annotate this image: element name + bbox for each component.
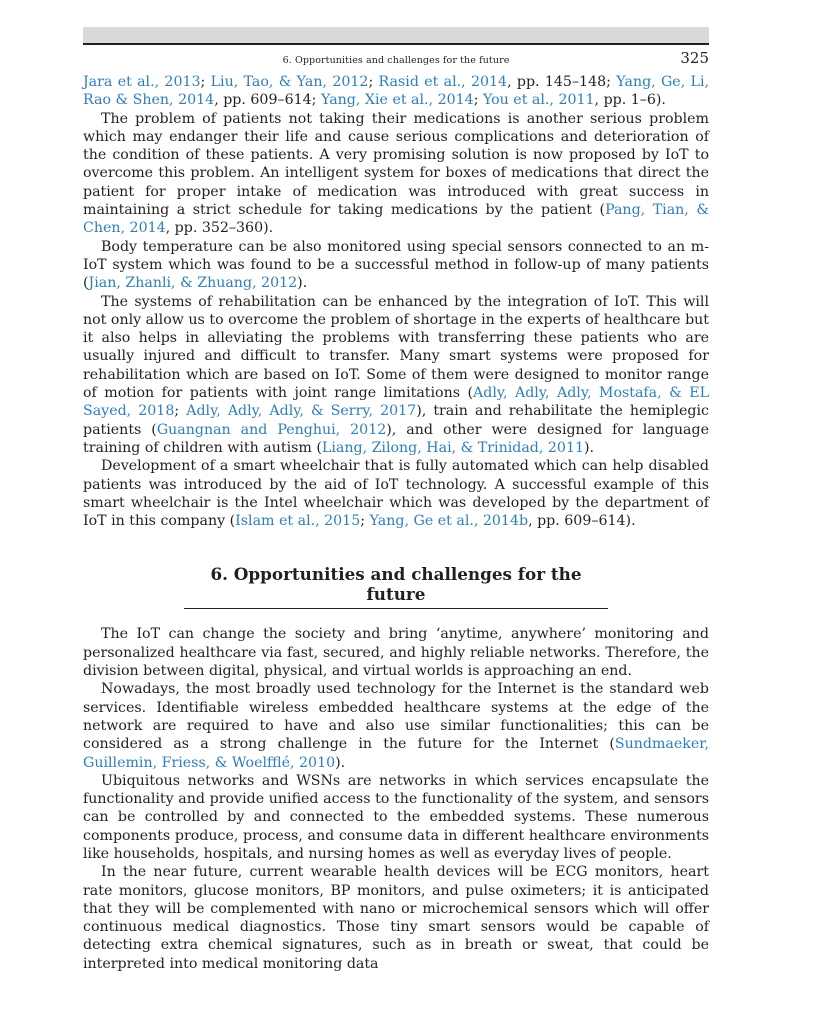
citation-link[interactable]: Yang, Ge, Li, Rao & Shen, 2014 xyxy=(83,74,709,109)
paragraph-3: Body temperature can be also monitored using special sensors connected to an m-IoT system which was found to be a successful method in follow-up of many patients (Jian, Zhanli, & Zhuang, 2012). xyxy=(83,238,709,292)
paragraph-4: The systems of rehabilitation can be enhanced by the integration of IoT. This will not only allow us to overcome the problem of shortage in the experts of healthcare but it also helps in alleviating the problems with transferring these patients who are usually injured and difficult to transfer. Many smart systems were proposed for rehabilitation which are based on IoT. Some of them were designed to monitor range of motion for patients with joint range limitations (Adly, Adly, Adly, Mostafa, & EL Sayed, 2018; Adly, Adly, Adly, & Serry, 2017), train and rehabilitate the hemiplegic patients (Guangnan and Penghui, 2012), and other were designed for language training of children with autism (Liang, Zilong, Hai, & Trinidad, 2011). xyxy=(83,293,709,456)
page-header xyxy=(83,49,709,69)
citation-link[interactable]: Yang, Ge et al., 2014b xyxy=(369,513,529,530)
section-heading: 6. Opportunities and challenges for the future xyxy=(184,564,608,609)
paragraph-6: The IoT can change the society and bring ‘anytime, anywhere’ monitoring and personalized healthcare via fast, secured, and highly reliable networks. Therefore, the division between digital, physical, and virtual worlds is approaching an end. xyxy=(83,626,709,680)
running-head: 6. Opportunities and challenges for the future xyxy=(282,55,510,66)
citation-link[interactable]: Yang, Xie et al., 2014 xyxy=(320,92,474,109)
citation-link[interactable]: Guangnan and Penghui, 2012 xyxy=(156,421,387,438)
citation-link[interactable]: Adly, Adly, Adly, & Serry, 2017 xyxy=(186,403,417,420)
book-page xyxy=(83,27,709,973)
citation-link[interactable]: Jian, Zhanli, & Zhuang, 2012 xyxy=(88,275,298,292)
paragraph-8: Ubiquitous networks and WSNs are networks in which services encapsulate the functionality and provide unified access to the functionality of the system, and sensors can be controlled by and connected to the embedded systems. These numerous components produce, process, and consume data in different healthcare environments like households, hospitals, and nursing homes as well as everyday lives of people. xyxy=(83,772,709,862)
citation-link[interactable]: Rasid et al., 2014 xyxy=(378,74,508,90)
citation-link[interactable]: Liang, Zilong, Hai, & Trinidad, 2011 xyxy=(321,439,585,456)
paragraph-9: In the near future, current wearable health devices will be ECG monitors, heart rate monitors, glucose monitors, BP monitors, and pulse oximeters; it is anticipated that they will be complemented with nano or microchemical sensors which will offer continuous medical diagnostics. Those tiny smart sensors would be capable of detecting extra chemical signatures, such as in breath or sweat, that could be interpreted into medical monitoring data xyxy=(83,864,709,972)
section-body xyxy=(83,625,709,973)
paragraph-2: The problem of patients not taking their medications is another serious problem which may endanger their life and cause serious complications and deterioration of the condition of these patients. A very promising solution is now proposed by IoT to overcome this problem. An intelligent system for boxes of medications that direct the patient for proper intake of medication was introduced with great success in maintaining a strict schedule for taking medications by the patient (Pang, Tian, & Chen, 2014, pp. 352–360). xyxy=(83,110,709,237)
header-bar xyxy=(83,27,709,45)
page-number: 325 xyxy=(680,49,709,67)
citation-link[interactable]: Jara et al., 2013 xyxy=(83,74,201,90)
citation-link[interactable]: Sundmaeker, Guillemin, Friess, & Woelfflé, 2010 xyxy=(83,736,709,771)
citation-link[interactable]: You et al., 2011 xyxy=(482,92,595,109)
paragraph-1: Jara et al., 2013; Liu, Tao, & Yan, 2012; Rasid et al., 2014, pp. 145–148; Yang, Ge, Li, Rao & Shen, 2014, pp. 609–614; Yang, Xie et al., 2014; You et al., 2011, pp. 1–6). xyxy=(83,74,709,109)
citation-link[interactable]: Adly, Adly, Adly, Mostafa, & EL Sayed, 2018 xyxy=(83,385,709,420)
citation-link[interactable]: Pang, Tian, & Chen, 2014 xyxy=(83,202,709,237)
citation-link[interactable]: Liu, Tao, & Yan, 2012 xyxy=(210,74,369,90)
body-text xyxy=(83,73,709,530)
paragraph-7: Nowadays, the most broadly used technology for the Internet is the standard web services. Identifiable wireless embedded healthcare systems at the edge of the network are required to have and also use similar functionalities; this can be considered as a strong challenge in the future for the Internet (Sundmaeker, Guillemin, Friess, & Woelfflé, 2010). xyxy=(83,681,709,771)
paragraph-5: Development of a smart wheelchair that is fully automated which can help disabled patients was introduced by the aid of IoT technology. A successful example of this smart wheelchair is the Intel wheelchair which was developed by the department of IoT in this company (Islam et al., 2015; Yang, Ge et al., 2014b, pp. 609–614). xyxy=(83,458,709,530)
citation-link[interactable]: Islam et al., 2015 xyxy=(235,513,361,530)
